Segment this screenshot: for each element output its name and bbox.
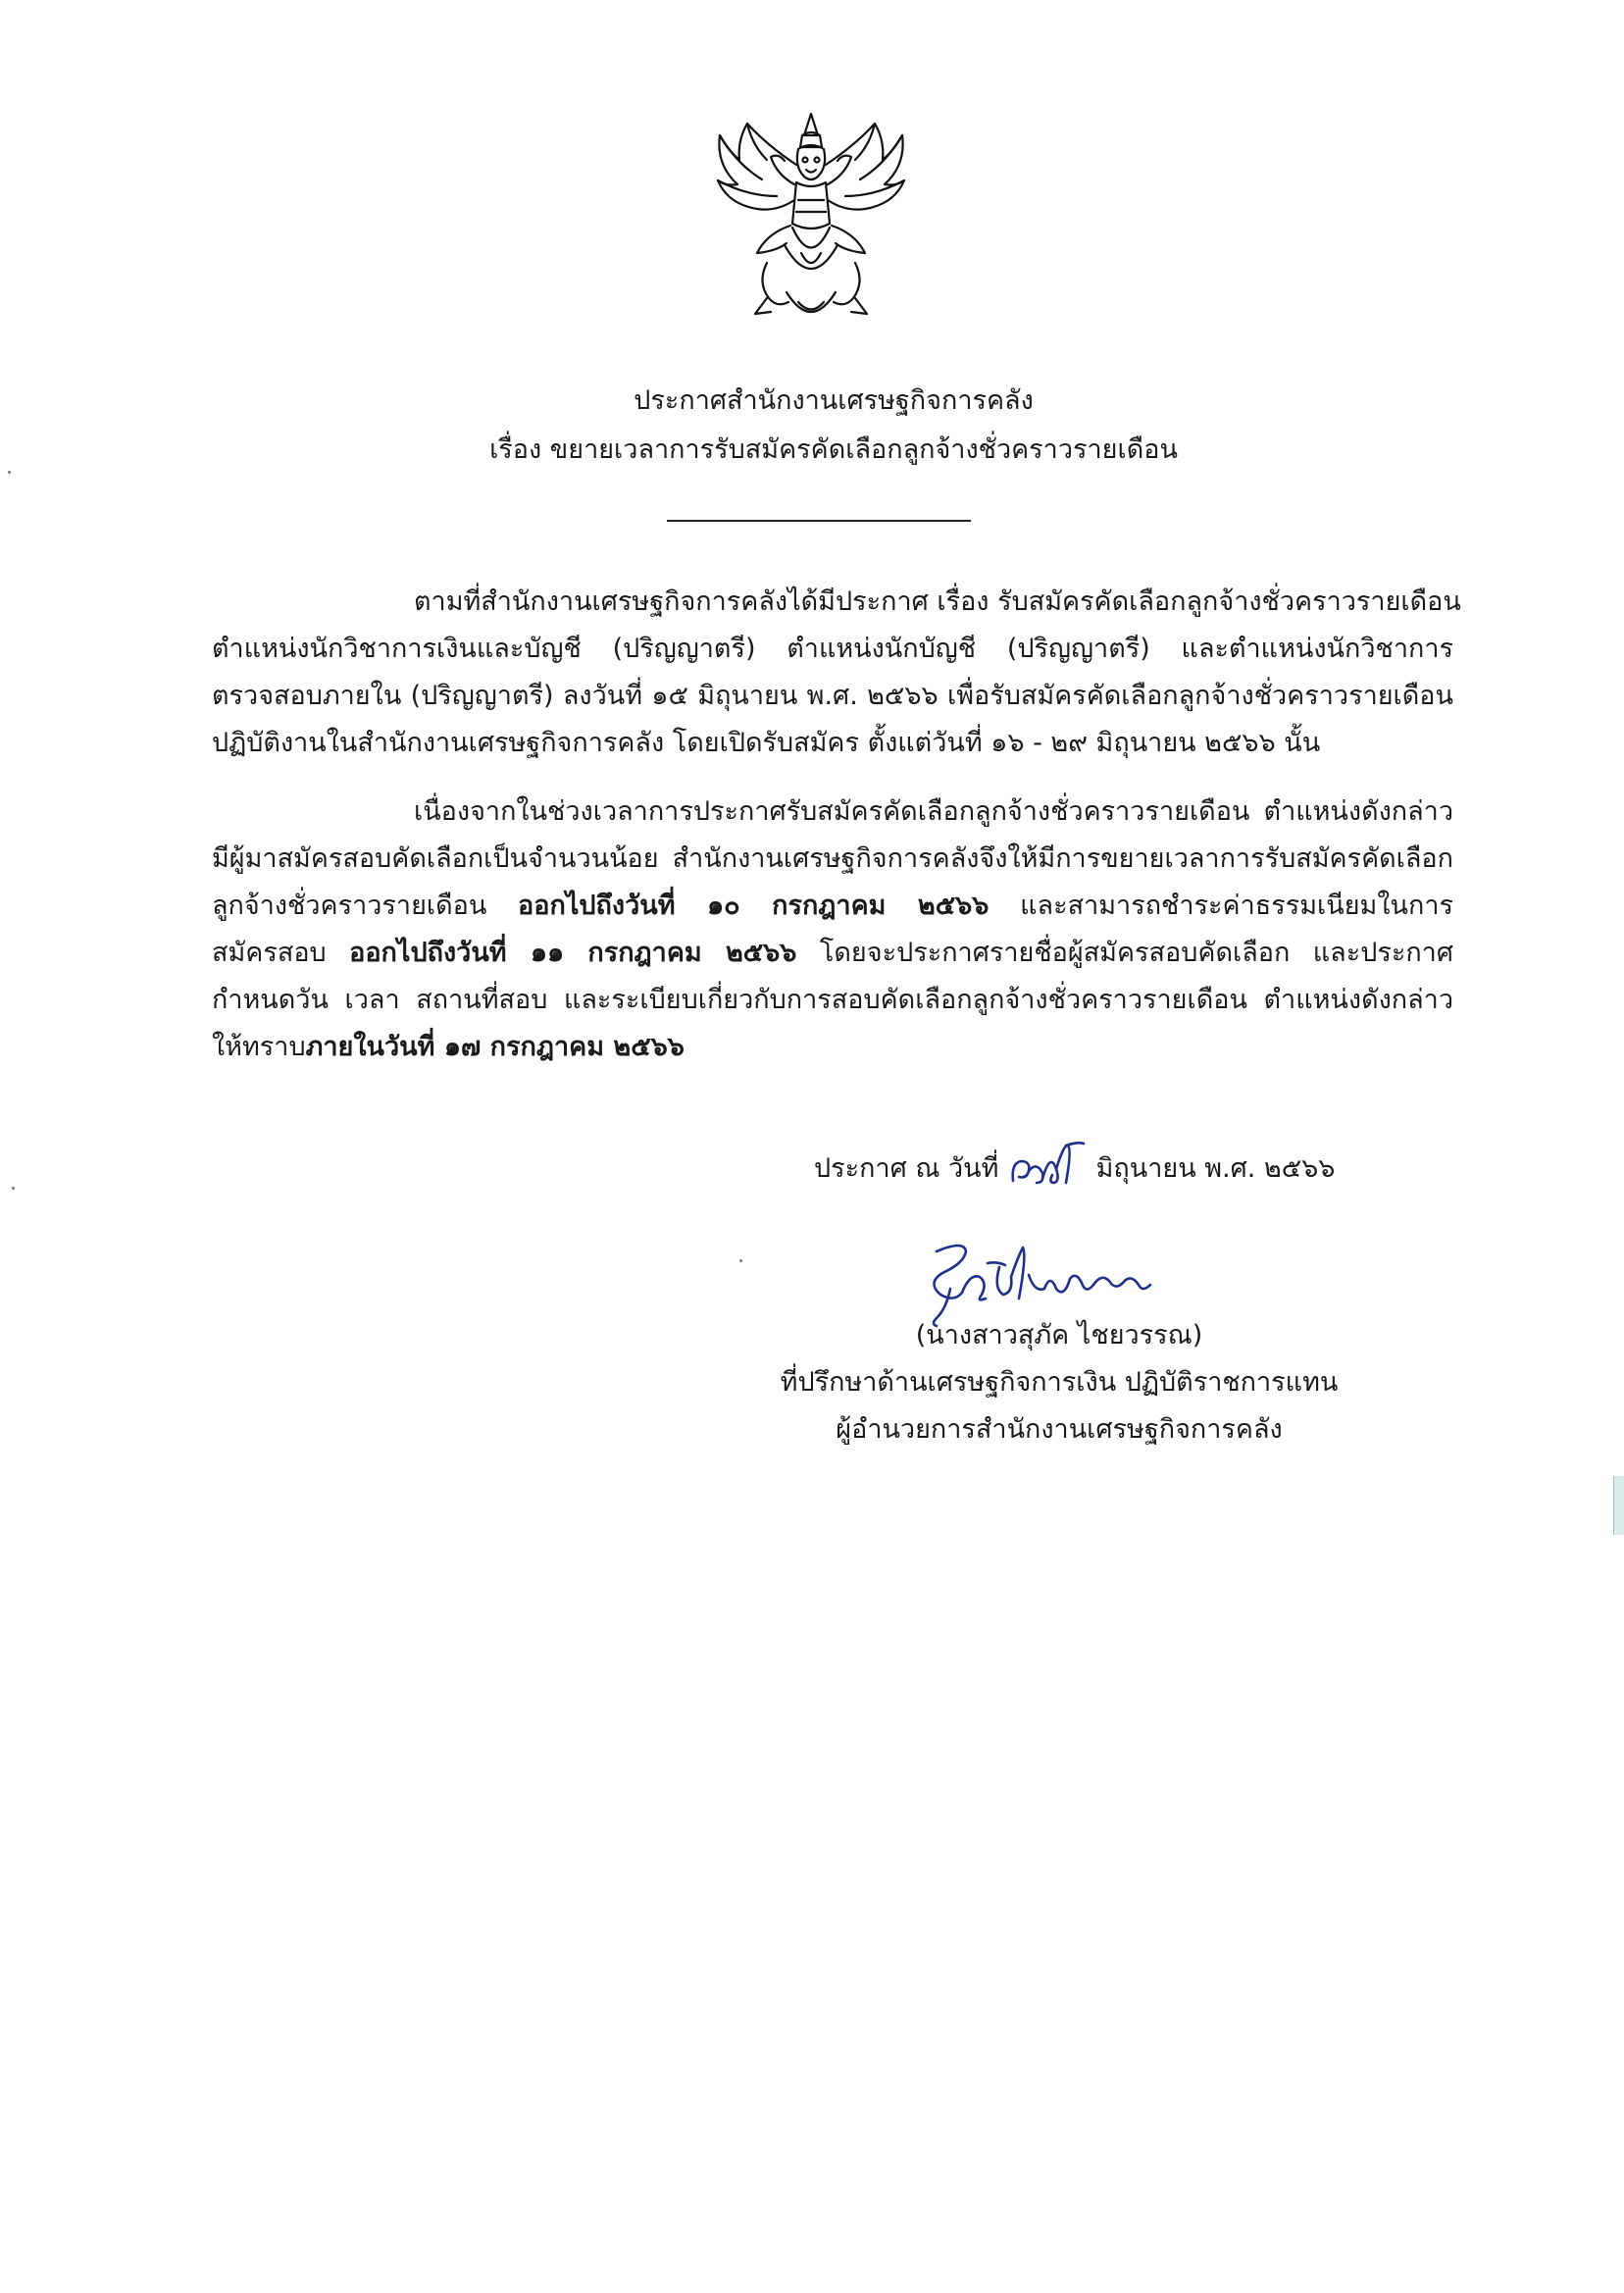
paragraph-2 xyxy=(212,789,1453,1071)
announcement-subject: เรื่อง ขยายเวลาการรับสมัครคัดเลือกลูกจ้างชั่วคราวรายเดือน xyxy=(489,434,1178,465)
line-3-text-start: ลูกจ้างชั่วคราวรายเดือน xyxy=(212,891,487,921)
scan-speck xyxy=(12,1187,15,1190)
paragraph-2-line-2: มีผู้มาสมัครสอบคัดเลือกเป็นจำนวนน้อย สำนักงานเศรษฐกิจการคลังจึงให้มีการขยายเวลาการรับสมัครคัดเลือก xyxy=(212,843,1453,874)
line-4-text-end: โดยจะประกาศรายชื่อผู้สมัครสอบคัดเลือก และประกาศ xyxy=(819,938,1453,968)
line-4-text-start: สมัครสอบ xyxy=(212,938,327,968)
fee-payment-deadline: ออกไปถึงวันที่ ๑๑ กรกฎาคม ๒๕๖๖ xyxy=(349,938,797,968)
line-6-text-start: ให้ทราบ xyxy=(212,1032,306,1062)
paragraph-2-line-4 xyxy=(212,930,1453,977)
paragraph-1-line-3: ตรวจสอบภายใน (ปริญญาตรี) ลงวันที่ ๑๕ มิถุนายน พ.ศ. ๒๕๖๖ เพื่อรับสมัครคัดเลือกลูกจ้างชั่วคราวรายเดือน xyxy=(212,681,1453,711)
signatory-position: ที่ปรึกษาด้านเศรษฐกิจการเงิน ปฏิบัติราชการแทน xyxy=(780,1367,1339,1398)
scan-speck xyxy=(739,1259,742,1262)
scan-edge-mark xyxy=(1613,1476,1624,1535)
paragraph-2-line-5: กำหนดวัน เวลา สถานที่สอบ และระเบียบเกี่ยวกับการสอบคัดเลือกลูกจ้างชั่วคราวรายเดือน ตำแหน่งดังกล่าว xyxy=(212,985,1453,1015)
line-3-text-end: และสามารถชำระค่าธรรมเนียมในการ xyxy=(1020,891,1453,921)
announcement-date-suffix: มิถุนายน พ.ศ. ๒๕๖๖ xyxy=(1095,1153,1336,1184)
application-deadline: ออกไปถึงวันที่ ๑๐ กรกฎาคม ๒๕๖๖ xyxy=(518,891,990,921)
announcement-deadline: ภายในวันที่ ๑๗ กรกฎาคม ๒๕๖๖ xyxy=(305,1032,685,1062)
handwritten-day-number xyxy=(1007,1140,1088,1191)
paragraph-2-line-1: เนื่องจากในช่วงเวลาการประกาศรับสมัครคัดเลือกลูกจ้างชั่วคราวรายเดือน ตำแหน่งดังกล่าว xyxy=(414,796,1453,827)
signatory-name: (นางสาวสุภัค ไชยวรรณ) xyxy=(915,1320,1203,1350)
paragraph-1-line-4: ปฏิบัติงานในสำนักงานเศรษฐกิจการคลัง โดยเปิดรับสมัคร ตั้งแต่วันที่ ๑๖ - ๒๙ มิถุนายน ๒๕๖๖ นั้น xyxy=(212,728,1321,758)
announcement-date xyxy=(814,1140,1335,1193)
signatory-office: ผู้อำนวยการสำนักงานเศรษฐกิจการคลัง xyxy=(836,1414,1283,1445)
paragraph-1-line-1: ตามที่สำนักงานเศรษฐกิจการคลังได้มีประกาศ เรื่อง รับสมัครคัดเลือกลูกจ้างชั่วคราวรายเดือน xyxy=(414,586,1461,617)
paragraph-1 xyxy=(212,579,1461,767)
scan-speck xyxy=(8,471,11,474)
garuda-emblem-icon xyxy=(708,106,914,333)
announcement-title: ประกาศสำนักงานเศรษฐกิจการคลัง xyxy=(634,385,1034,416)
title-divider xyxy=(667,520,971,522)
paragraph-2-line-6 xyxy=(212,1024,1453,1071)
paragraph-2-line-3 xyxy=(212,883,1453,930)
announcement-date-prefix: ประกาศ ณ วันที่ xyxy=(814,1153,999,1184)
paragraph-1-line-2: ตำแหน่งนักวิชาการเงินและบัญชี (ปริญญาตรี) ตำแหน่งนักบัญชี (ปริญญาตรี) และตำแหน่งนักวิชาการ xyxy=(212,634,1453,664)
